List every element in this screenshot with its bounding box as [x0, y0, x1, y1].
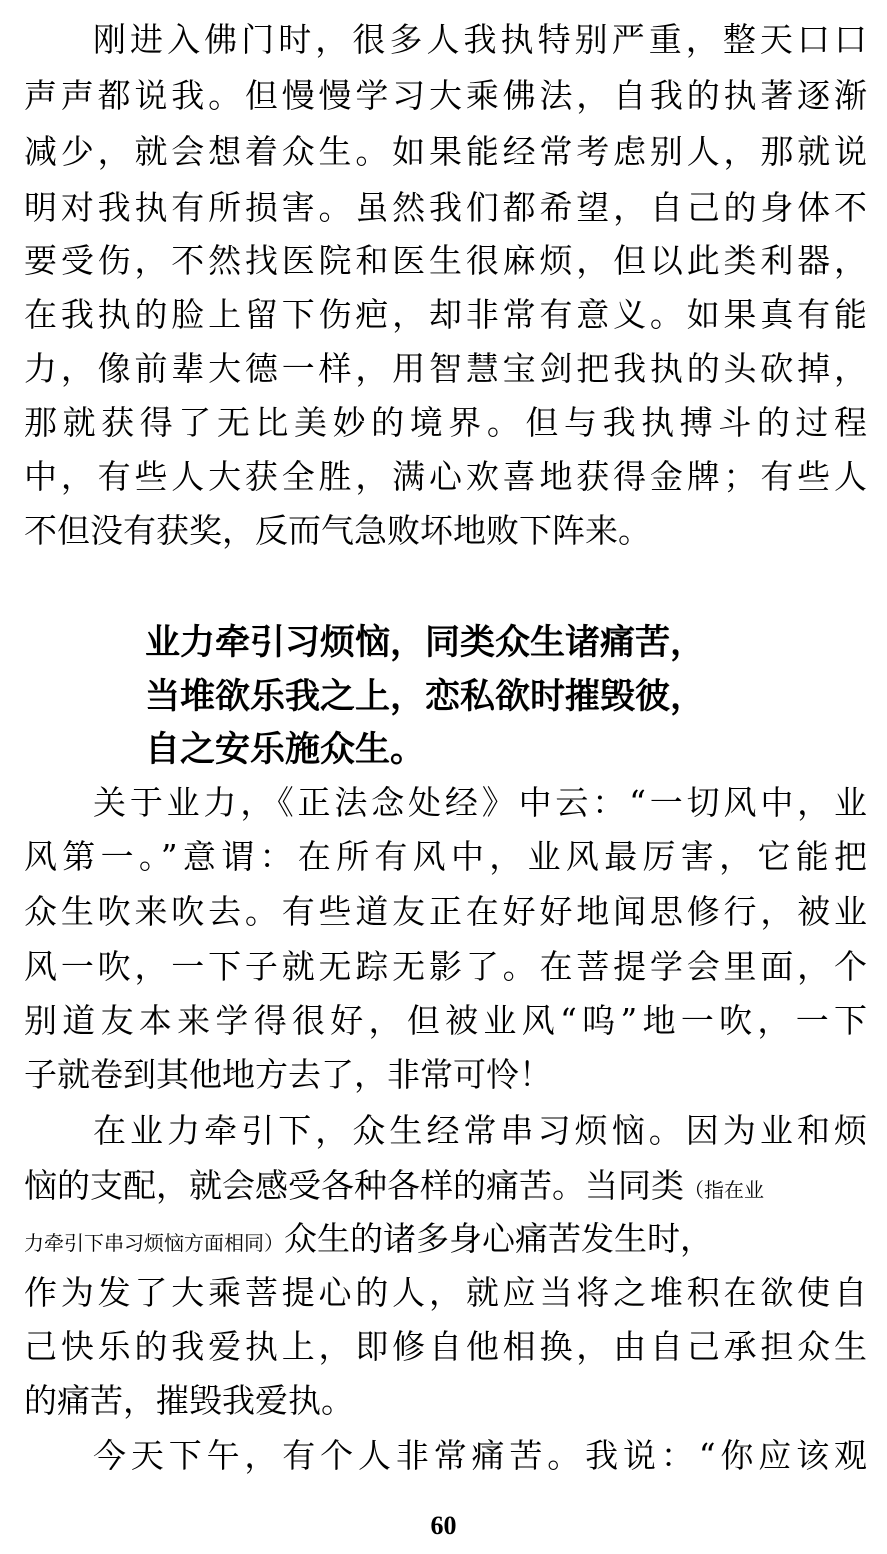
paragraph-1-line-10: 不但没有获奖，反而气急败坏地败下阵来。 [24, 511, 651, 550]
paragraph-3-line-3 [24, 1211, 867, 1267]
paragraph-3-line-6: 的痛苦，摧毁我爱执。 [24, 1381, 354, 1420]
paragraph-1-line-9: 中，有些人大获全胜，满心欢喜地获得金牌；有些人 [24, 457, 867, 496]
verse-line-3: 自之安乐施众生。 [145, 730, 426, 770]
paragraph-2-line-2: 风第一。”意谓：在所有风中，业风最厉害，它能把 [24, 837, 867, 876]
paragraph-1-line-1: 刚进入佛门时，很多人我执特别严重，整天口口 [93, 20, 867, 59]
paragraph-3-line-1: 在业力牵引下，众生经常串习烦恼。因为业和烦 [93, 1111, 867, 1150]
paragraph-3-line-2 [24, 1158, 867, 1214]
paragraph-2-line-6: 子就卷到其他地方去了，非常可怜！ [24, 1055, 552, 1094]
paragraph-3-annotation-start: （指在业 [684, 1178, 764, 1202]
paragraph-2-line-1: 关于业力，《正法念处经》中云：“一切风中，业 [93, 783, 867, 822]
paragraph-1-line-8: 那就获得了无比美妙的境界。但与我执搏斗的过程 [24, 403, 867, 442]
paragraph-2-line-3: 众生吹来吹去。有些道友正在好好地闻思修行，被业 [24, 892, 867, 931]
page-number: 60 [430, 1511, 457, 1540]
paragraph-3-line-5: 己快乐的我爱执上，即修自他相换，由自己承担众生 [24, 1327, 867, 1366]
paragraph-1-line-3: 减少，就会想着众生。如果能经常考虑别人，那就说 [24, 132, 867, 171]
paragraph-1-line-6: 在我执的脸上留下伤疤，却非常有意义。如果真有能 [24, 295, 867, 334]
paragraph-2-line-4: 风一吹，一下子就无踪无影了。在菩提学会里面，个 [24, 947, 867, 986]
verse-line-2: 当堆欲乐我之上，恋私欲时摧毁彼， [145, 677, 706, 717]
paragraph-1-line-5: 要受伤，不然找医院和医生很麻烦，但以此类利器， [24, 241, 867, 280]
paragraph-3-line-3-text: 众生的诸多身心痛苦发生时， [284, 1219, 713, 1258]
paragraph-2-line-5: 别道友本来学得很好，但被业风“呜”地一吹，一下 [24, 1001, 867, 1040]
paragraph-1-line-7: 力，像前辈大德一样，用智慧宝剑把我执的头砍掉， [24, 349, 867, 388]
verse-line-1: 业力牵引习烦恼，同类众生诸痛苦， [145, 623, 706, 663]
paragraph-1-line-2: 声声都说我。但慢慢学习大乘佛法，自我的执著逐渐 [24, 76, 867, 115]
paragraph-3-line-2-text: 恼的支配，就会感受各种各样的痛苦。当同类 [24, 1166, 684, 1205]
paragraph-4-line-1: 今天下午，有个人非常痛苦。我说：“你应该观 [93, 1436, 867, 1475]
paragraph-1-line-4: 明对我执有所损害。虽然我们都希望，自己的身体不 [24, 188, 867, 227]
paragraph-3-line-4: 作为发了大乘菩提心的人，就应当将之堆积在欲使自 [24, 1273, 867, 1312]
paragraph-3-annotation-end: 力牵引下串习烦恼方面相同） [24, 1231, 284, 1255]
